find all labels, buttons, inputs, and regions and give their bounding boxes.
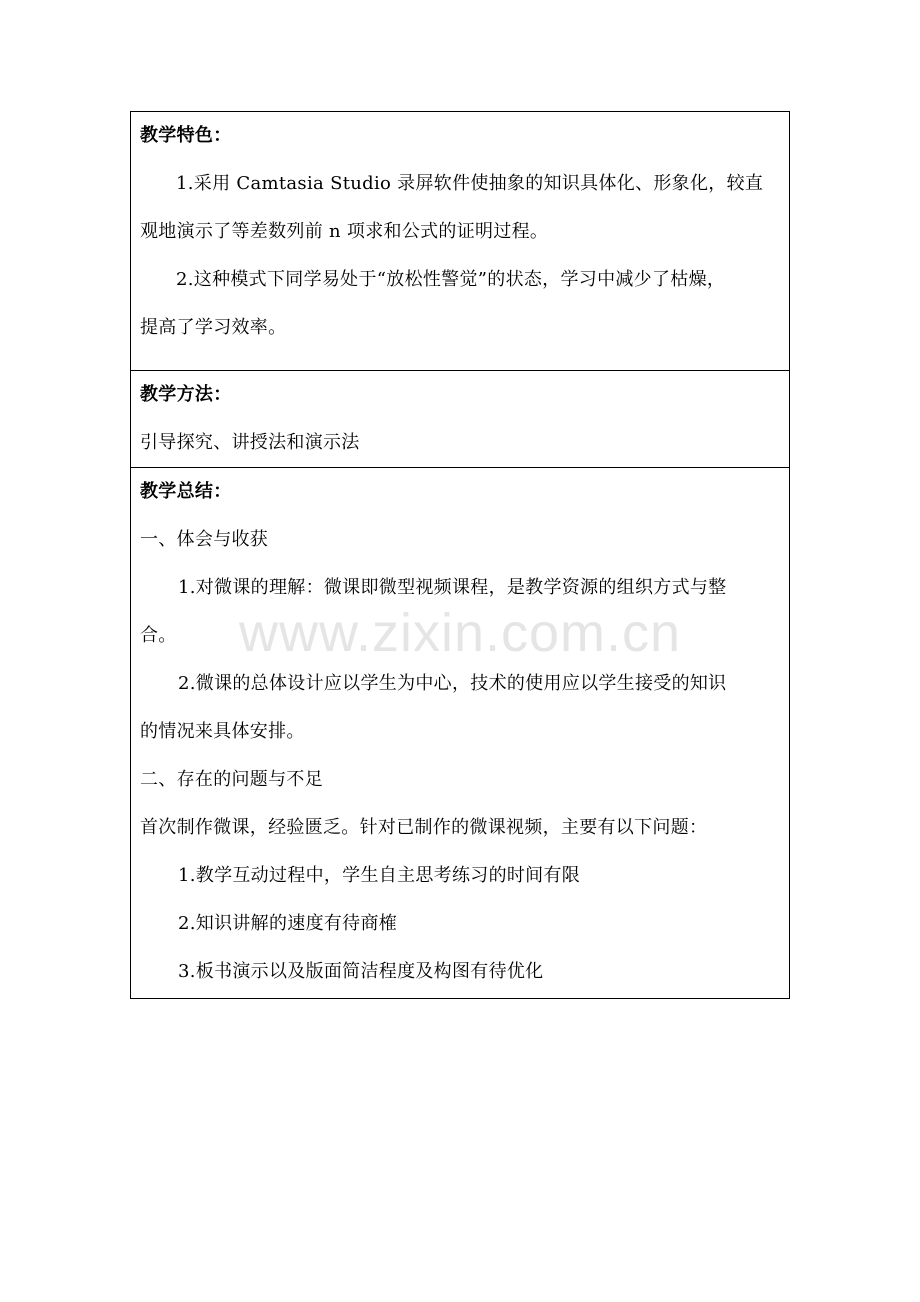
teaching-summary-heading: 教学总结： [140, 481, 232, 502]
watermark: www.zixin.com.cn [238, 603, 682, 663]
features-point-2-line-2: 提高了学习效率。 [140, 317, 287, 338]
features-point-1-line-2: 观地演示了等差数列前 n 项求和公式的证明过程。 [140, 221, 549, 242]
section-1-point-2-line-2: 的情况来具体安排。 [140, 721, 305, 742]
section-1-point-1-line-1: 1.对微课的理解：微课即微型视频课程，是教学资源的组织方式与整 [178, 577, 727, 598]
features-point-1-line-1: 1.采用 Camtasia Studio 录屏软件使抽象的知识具体化、形象化，较直 [176, 173, 764, 194]
section-1-point-1-line-2: 合。 [140, 625, 177, 646]
teaching-summary-cell [131, 468, 790, 999]
section-2-item: 2.知识讲解的速度有待商榷 [178, 913, 398, 934]
features-point-2-line-1: 2.这种模式下同学易处于“放松性警觉”的状态，学习中减少了枯燥， [176, 269, 726, 290]
teaching-methods-heading: 教学方法： [140, 384, 232, 405]
teaching-features-heading: 教学特色： [140, 125, 232, 146]
section-2-title: 二、存在的问题与不足 [140, 769, 323, 790]
teaching-features-cell [131, 112, 790, 371]
section-2-intro: 首次制作微课，经验匮乏。针对已制作的微课视频，主要有以下问题： [140, 817, 708, 838]
teaching-methods-text: 引导探究、讲授法和演示法 [140, 432, 360, 453]
section-2-item: 1.教学互动过程中，学生自主思考练习的时间有限 [178, 865, 581, 886]
lesson-summary-table [130, 111, 790, 999]
section-1-title: 一、体会与收获 [140, 529, 269, 550]
section-1-point-2-line-1: 2.微课的总体设计应以学生为中心，技术的使用应以学生接受的知识 [178, 673, 727, 694]
teaching-methods-cell [131, 371, 790, 468]
section-2-item: 3.板书演示以及版面简洁程度及构图有待优化 [178, 961, 544, 982]
